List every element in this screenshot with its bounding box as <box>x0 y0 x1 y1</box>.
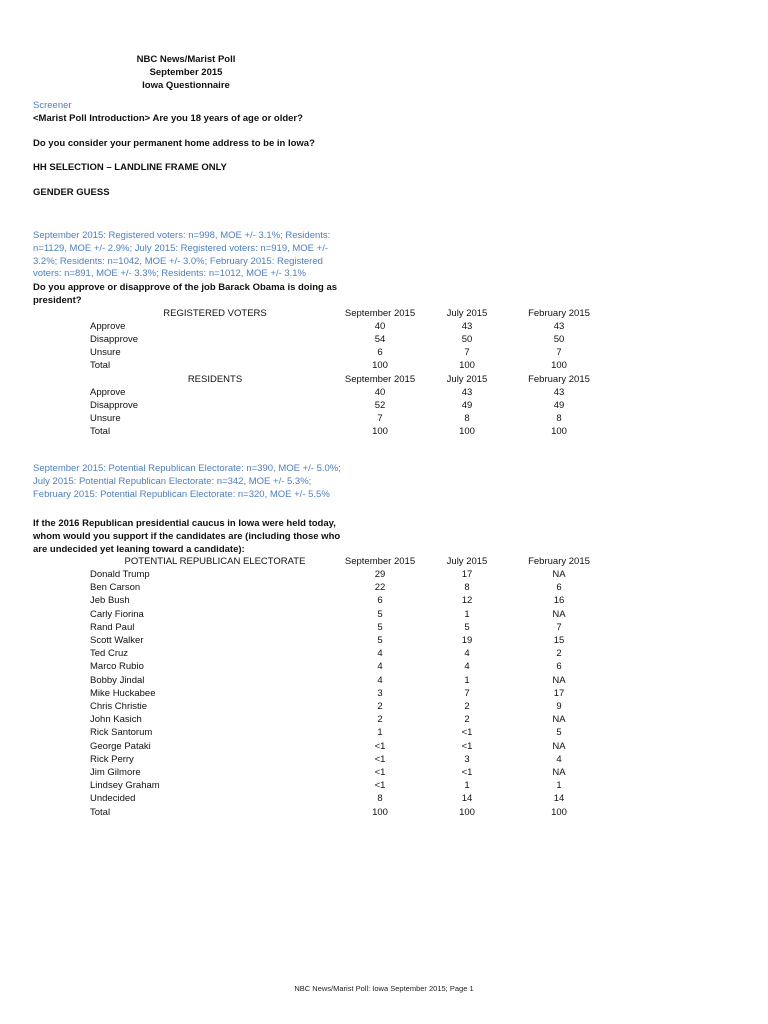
row-label: Rand Paul <box>90 621 135 633</box>
row-label: Donald Trump <box>90 569 150 580</box>
table-cell: <1 <box>374 780 386 792</box>
table-cell: 43 <box>553 387 565 398</box>
row-label: George Pataki <box>90 740 151 752</box>
table-cell: 5 <box>464 621 470 633</box>
row-label: Disapprove <box>90 400 139 411</box>
row-label: Jeb Bush <box>90 595 130 607</box>
table-cell: 5 <box>377 608 383 620</box>
row-label: Unsure <box>90 413 121 424</box>
table-group-header: REGISTERED VOTERS <box>163 308 267 319</box>
table-cell: 1 <box>377 727 383 739</box>
table-cell: 8 <box>377 793 383 805</box>
table-cell: <1 <box>374 740 386 752</box>
table-cell: 15 <box>553 635 565 646</box>
table-cell: 100 <box>372 426 388 437</box>
header-line-2: September 2015 <box>149 67 223 78</box>
table-cell: 19 <box>461 635 473 646</box>
table-cell: 17 <box>461 569 473 580</box>
row-label: Carly Fiorina <box>90 608 144 620</box>
header-line-1: NBC News/Marist Poll <box>136 54 236 65</box>
table-cell: 100 <box>551 360 567 371</box>
table-cell: 8 <box>464 582 470 594</box>
column-header: September 2015 <box>344 374 416 385</box>
row-label: Total <box>90 360 111 371</box>
row-label: Total <box>90 806 111 818</box>
table-cell: 7 <box>464 687 470 699</box>
row-label: Jim Gilmore <box>90 767 141 778</box>
table-cell: 14 <box>461 793 473 805</box>
table-cell: 100 <box>459 426 475 437</box>
table-cell: 9 <box>556 701 562 712</box>
table-cell: 1 <box>464 674 470 686</box>
table-cell: 6 <box>377 595 383 607</box>
table-cell: <1 <box>374 753 386 765</box>
table-cell: 49 <box>461 400 473 411</box>
table-cell: 7 <box>377 413 383 424</box>
table-cell: 8 <box>464 413 470 424</box>
table-group-header: POTENTIAL REPUBLICAN ELECTORATE <box>124 556 306 567</box>
table-cell: 5 <box>377 621 383 633</box>
screener-label: Screener <box>33 100 72 111</box>
section2-question: If the 2016 Republican presidential caucus in Iowa were held today, whom would you support if the candidates are (including those who are undecided yet leaning toward a candidate): <box>33 518 341 555</box>
row-label: Bobby Jindal <box>90 674 145 686</box>
table-cell: 40 <box>374 321 386 332</box>
table-cell: 3 <box>464 753 470 765</box>
row-label: Rick Perry <box>90 753 134 765</box>
table-cell: 8 <box>556 413 562 424</box>
table-cell: 16 <box>553 595 565 607</box>
table-cell: 6 <box>556 661 562 673</box>
table-cell: 43 <box>461 321 473 332</box>
table-cell: 2 <box>377 714 383 726</box>
table-cell: 2 <box>377 701 383 712</box>
row-label: Disapprove <box>90 334 139 345</box>
table-cell: 2 <box>556 648 562 660</box>
table-cell: NA <box>552 740 566 752</box>
table-cell: 7 <box>556 347 562 358</box>
row-label: Scott Walker <box>90 635 144 646</box>
table-cell: 2 <box>464 714 470 726</box>
table-cell: 100 <box>551 426 567 437</box>
table-cell: 12 <box>461 595 473 607</box>
column-header: September 2015 <box>344 308 416 319</box>
table-cell: 100 <box>551 806 567 818</box>
table-cell: <1 <box>374 767 386 778</box>
table-cell: 4 <box>464 661 470 673</box>
table-cell: 100 <box>459 360 475 371</box>
table-cell: 4 <box>377 661 383 673</box>
row-label: Total <box>90 426 111 437</box>
table-cell: 5 <box>377 635 383 646</box>
table-cell: 1 <box>556 780 562 792</box>
header-line-3: Iowa Questionnaire <box>142 80 230 91</box>
table-cell: 40 <box>374 387 386 398</box>
table-cell: NA <box>552 767 566 778</box>
row-label: Chris Christie <box>90 701 148 712</box>
table-cell: 7 <box>556 621 562 633</box>
table-cell: NA <box>552 674 566 686</box>
table-cell: 22 <box>374 582 386 594</box>
row-label: Undecided <box>90 793 136 805</box>
table-cell: <1 <box>461 767 473 778</box>
table-cell: 6 <box>377 347 383 358</box>
column-header: February 2015 <box>528 556 590 567</box>
table-cell: <1 <box>461 740 473 752</box>
row-label: Ben Carson <box>90 582 141 594</box>
page-footer: NBC News/Marist Poll: Iowa September 2015; Page 1 <box>294 984 474 993</box>
table-cell: 100 <box>459 806 475 818</box>
section2-sample-note: September 2015: Potential Republican Electorate: n=390, MOE +/- 5.0%; July 2015: Potential Republican Electorate: n=342, MOE +/- 5.3%; February 2015: Potential Republican Electorate: n=320, MOE +/- 5.5% <box>33 463 341 500</box>
column-header: February 2015 <box>528 308 590 319</box>
table-cell: 100 <box>372 806 388 818</box>
table-cell: 54 <box>374 334 386 345</box>
table-cell: 49 <box>553 400 565 411</box>
table-cell: 4 <box>556 753 562 765</box>
table-cell: 50 <box>553 334 565 345</box>
column-header: September 2015 <box>344 556 416 567</box>
table-cell: 17 <box>553 687 565 699</box>
table-cell: 3 <box>377 687 383 699</box>
section1-question: Do you approve or disapprove of the job Barack Obama is doing as president? <box>33 282 338 306</box>
section1-sample-note: September 2015: Registered voters: n=998, MOE +/- 3.1%; Residents: n=1129, MOE +/- 2.9%; July 2015: Registered voters: n=919, MOE +/- 3.2%; Residents: n=1042, MOE +/- 3.0%; February 2015: Registered voters: n=891, MOE +/- 3.3%; Residents: n=1012, MOE +/- 3.1% <box>33 230 331 280</box>
table-cell: NA <box>552 608 566 620</box>
row-label: Ted Cruz <box>90 648 129 660</box>
table-cell: <1 <box>461 727 473 739</box>
screener-gender-guess: GENDER GUESS <box>33 187 110 198</box>
row-label: Mike Huckabee <box>90 687 156 699</box>
row-label: John Kasich <box>90 714 142 726</box>
table-cell: 43 <box>461 387 473 398</box>
screener-hh-selection: HH SELECTION – LANDLINE FRAME ONLY <box>33 162 227 173</box>
document-header <box>0 53 372 92</box>
row-label: Marco Rubio <box>90 661 144 673</box>
table-cell: NA <box>552 569 566 580</box>
table-cell: 50 <box>461 334 473 345</box>
table-cell: 52 <box>374 400 386 411</box>
column-header: February 2015 <box>528 374 590 385</box>
table-cell: 1 <box>464 608 470 620</box>
table-cell: 5 <box>556 727 562 739</box>
column-header: July 2015 <box>446 374 488 385</box>
table-cell: 4 <box>377 648 383 660</box>
table-cell: NA <box>552 714 566 726</box>
row-label: Rick Santorum <box>90 727 153 739</box>
row-label: Approve <box>90 321 126 332</box>
column-header: July 2015 <box>446 308 488 319</box>
table-cell: 29 <box>374 569 386 580</box>
table-cell: 1 <box>464 780 470 792</box>
table-cell: 100 <box>372 360 388 371</box>
row-label: Lindsey Graham <box>90 780 160 792</box>
column-header: July 2015 <box>446 556 488 567</box>
table-cell: 14 <box>553 793 565 805</box>
table-group-header: RESIDENTS <box>187 374 243 385</box>
table-cell: 4 <box>377 674 383 686</box>
table-cell: 2 <box>464 701 470 712</box>
table-cell: 43 <box>553 321 565 332</box>
table-cell: 4 <box>464 648 470 660</box>
screener-question-age: <Marist Poll Introduction> Are you 18 years of age or older? <box>33 113 303 124</box>
row-label: Unsure <box>90 347 121 358</box>
row-label: Approve <box>90 387 126 398</box>
table-cell: 6 <box>556 582 562 594</box>
table-cell: 7 <box>464 347 470 358</box>
screener-question-address: Do you consider your permanent home address to be in Iowa? <box>33 138 315 149</box>
